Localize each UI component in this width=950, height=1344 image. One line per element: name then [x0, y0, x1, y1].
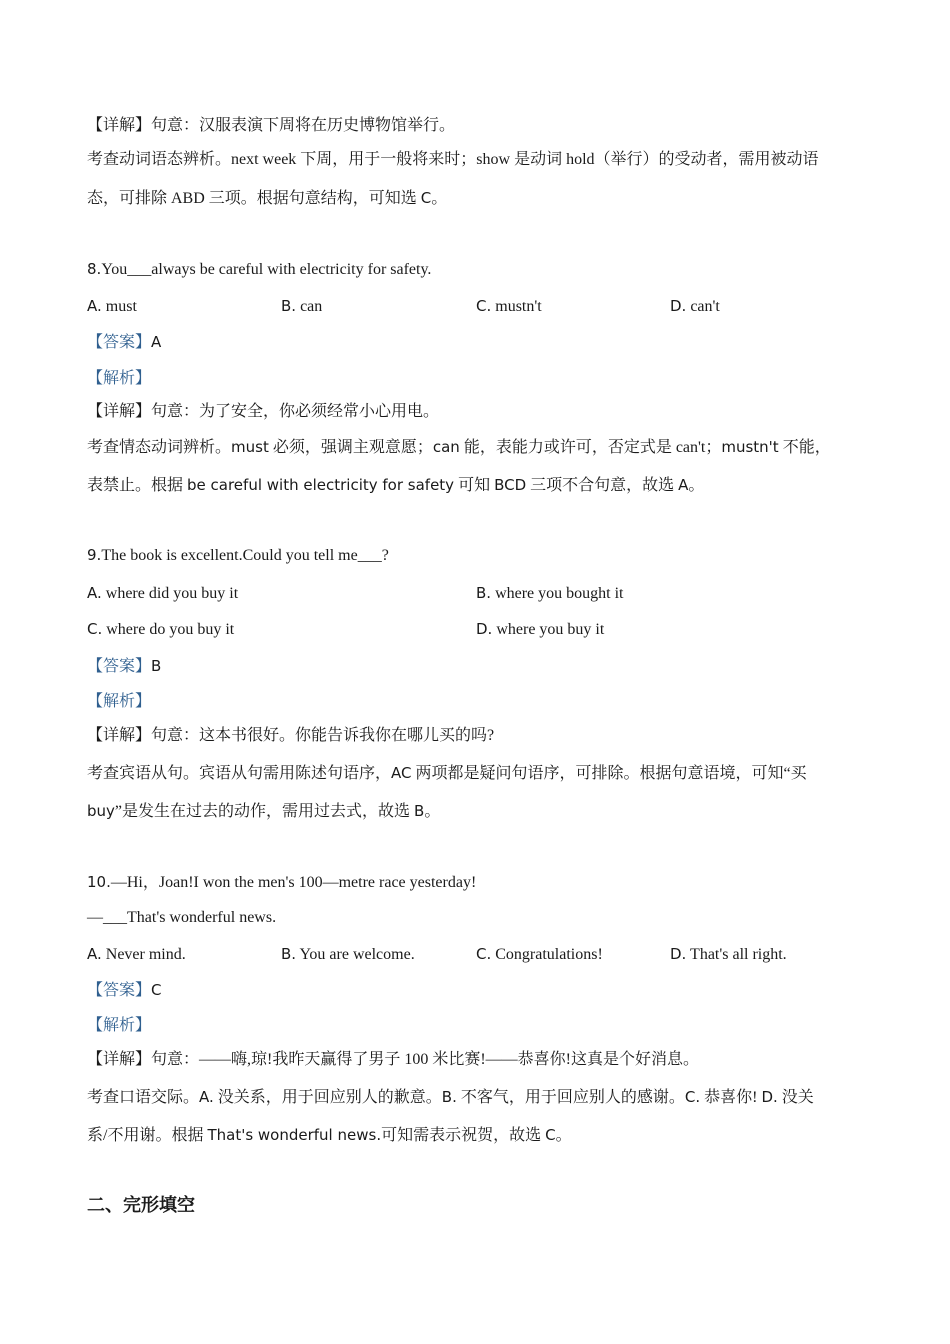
text-run: 可知需表示祝贺，故选: [381, 1127, 546, 1144]
text-run: 。: [424, 803, 441, 820]
q10-option-b: [281, 944, 415, 965]
text-run: 。: [688, 477, 705, 494]
option-text: where you buy it: [492, 621, 605, 638]
answer-tag: 【答案】: [87, 982, 152, 999]
option-key: B.: [476, 584, 492, 602]
q10-explanation-line1: [87, 1087, 814, 1108]
text-run: 考查口语交际。: [87, 1089, 200, 1106]
q8-option-c: [476, 296, 542, 317]
text-run: be careful with electricity for safety: [187, 476, 455, 494]
text-run: 没关系，用于回应别人的歉意。: [213, 1089, 442, 1106]
option-text: where do you buy it: [102, 621, 235, 638]
q10-option-d: [670, 944, 787, 965]
q8-detail: 【详解】句意：为了安全，你必须经常小心用电。: [87, 403, 440, 420]
text-run: 必须，强调主观意愿；: [268, 439, 433, 456]
text-run: 表禁止。根据: [87, 477, 188, 494]
q10-option-a: [87, 944, 186, 965]
text-run: 。: [431, 190, 448, 207]
text-run: 没关: [777, 1089, 814, 1106]
q8-option-a: [87, 296, 137, 317]
q9-explanation-line2: [87, 801, 440, 822]
q8-explanation-line2: [87, 475, 704, 496]
question-number: 8.: [87, 260, 102, 278]
text-run: 两项都是疑问句语序，可排除。根据句意语境，可知“买: [411, 765, 807, 782]
q10-stem: [87, 872, 476, 893]
question-text: You___always be careful with electricity for safety.: [101, 261, 432, 278]
text-run: 能，表能力或许可，否定式是 can't；: [459, 439, 722, 456]
q10-option-c: [476, 944, 603, 965]
option-key: A.: [87, 297, 102, 315]
text-run: 。: [555, 1127, 572, 1144]
option-text: Never mind.: [101, 946, 186, 963]
answer-letter: A: [678, 476, 689, 494]
option-key: C.: [476, 297, 492, 315]
text-run: ”是发生在过去的动作，需用过去式，故选: [114, 803, 415, 820]
option-text: That's all right.: [686, 946, 787, 963]
option-key: D.: [476, 620, 493, 638]
question-text: —Hi，Joan!I won the men's 100—metre race yesterday!: [110, 874, 477, 891]
q8-answer: [87, 332, 161, 353]
q8-analysis-tag: 【解析】: [87, 370, 152, 387]
q9-option-c: [87, 619, 234, 640]
text-run: 恭喜你!: [700, 1089, 762, 1106]
text-run: 不客气，用于回应别人的感谢。: [456, 1089, 685, 1106]
question-text: The book is excellent.Could you tell me___?: [101, 547, 389, 564]
text-run: B.: [441, 1088, 457, 1106]
answer-letter: C: [545, 1126, 556, 1144]
text-run: D.: [761, 1088, 778, 1106]
text-run: BCD: [494, 476, 527, 494]
option-text: can't: [686, 298, 720, 315]
option-text: Congratulations!: [491, 946, 603, 963]
option-text: You are welcome.: [296, 946, 415, 963]
q9-analysis-tag: 【解析】: [87, 693, 152, 710]
q10-answer: [87, 980, 162, 1001]
option-key: A.: [87, 584, 102, 602]
text-run: 可知: [454, 477, 495, 494]
text-run: 考查宾语从句。宾语从句需用陈述句语序，: [87, 765, 392, 782]
q9-answer: [87, 656, 161, 677]
q8-explanation-line1: [87, 437, 831, 458]
q9-stem: [87, 545, 389, 566]
text-run: buy: [87, 802, 115, 820]
option-key: C.: [476, 945, 492, 963]
answer-letter: C: [420, 189, 432, 207]
q9-option-b: [476, 583, 623, 604]
q8-option-b: [281, 296, 322, 317]
answer-letter: A: [151, 333, 162, 351]
question-number: 10.: [87, 873, 111, 891]
option-key: D.: [670, 297, 687, 315]
option-key: D.: [670, 945, 687, 963]
option-key: B.: [281, 297, 297, 315]
text-run: 考查情态动词辨析。: [87, 439, 232, 456]
option-text: must: [101, 298, 137, 315]
q7-explanation-line1: 考查动词语态辨析。next week 下周，用于一般将来时；show 是动词 hold（举行）的受动者，需用被动语: [87, 151, 819, 168]
q9-explanation-line1: [87, 763, 807, 784]
text-run: must: [231, 438, 269, 456]
text-run: can: [432, 438, 460, 456]
q9-detail: 【详解】句意：这本书很好。你能告诉我你在哪儿买的吗?: [87, 727, 495, 744]
q8-stem: [87, 259, 431, 280]
q7-explanation-line2: [87, 188, 447, 209]
option-key: A.: [87, 945, 102, 963]
text-run: AC: [391, 764, 412, 782]
option-text: where did you buy it: [101, 585, 239, 602]
option-text: can: [296, 298, 323, 315]
q10-analysis-tag: 【解析】: [87, 1017, 152, 1034]
section-heading: 二、完形填空: [87, 1195, 195, 1216]
text-run: 不能，: [778, 439, 831, 456]
answer-letter: B: [414, 802, 425, 820]
q9-option-a: [87, 583, 238, 604]
text-run: 三项不合句意，故选: [526, 477, 679, 494]
option-text: where you bought it: [491, 585, 624, 602]
q10-explanation-line2: [87, 1125, 572, 1146]
q8-option-d: [670, 296, 720, 317]
q9-option-d: [476, 619, 604, 640]
q10-reply: —___That's wonderful news.: [87, 909, 277, 926]
answer-letter: C: [151, 981, 162, 999]
text-run: A.: [199, 1088, 214, 1106]
question-number: 9.: [87, 546, 102, 564]
text-run: C.: [684, 1088, 701, 1106]
answer-letter: B: [151, 657, 162, 675]
answer-tag: 【答案】: [87, 658, 152, 675]
option-key: C.: [87, 620, 103, 638]
q7-detail: 【详解】句意：汉服表演下周将在历史博物馆举行。: [87, 117, 456, 134]
q10-detail: 【详解】句意：——嗨,琼!我昨天赢得了男子 100 米比赛!——恭喜你!这真是个好消息。: [87, 1051, 699, 1068]
text-run: That's wonderful news.: [207, 1126, 382, 1144]
text-run: 系/不用谢。根据: [87, 1127, 208, 1144]
option-key: B.: [281, 945, 297, 963]
text-run: 态，可排除 ABD 三项。根据句意结构，可知选: [87, 190, 421, 207]
option-text: mustn't: [491, 298, 542, 315]
answer-tag: 【答案】: [87, 334, 152, 351]
text-run: mustn't: [721, 438, 779, 456]
